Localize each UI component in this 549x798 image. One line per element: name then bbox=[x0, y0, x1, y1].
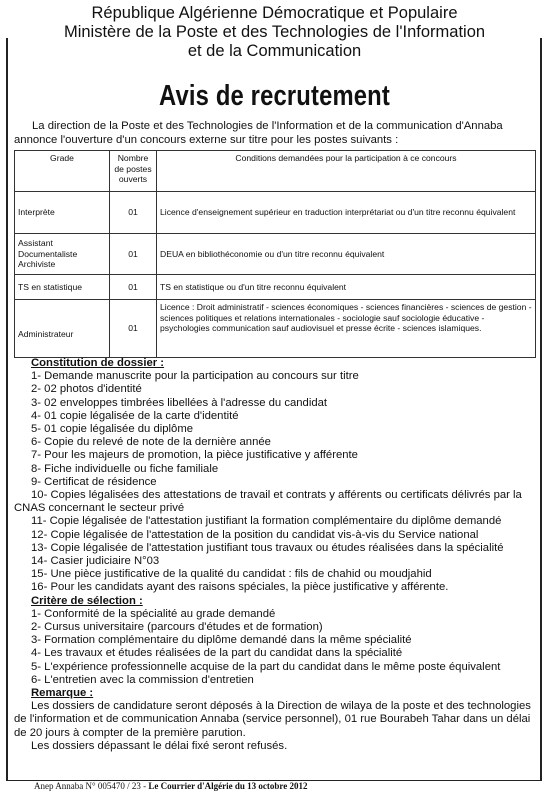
cell-grade: TS en statistique bbox=[15, 275, 110, 300]
list-item: 12- Copie légalisée de l'attestation de la position du candidat vis-à-vis du Service national bbox=[31, 528, 479, 541]
list-item: 4- Les travaux et études réalisées de la part du candidat dans la spécialité bbox=[31, 647, 403, 660]
list-item: 7- Pour les majeurs de promotion, la pièce justificative y afférente bbox=[31, 449, 358, 462]
footer-ref: Anep Annaba N° 005470 / 23 - bbox=[34, 781, 149, 791]
col-header-count: Nombre de postes ouverts bbox=[110, 151, 157, 192]
positions-table bbox=[14, 150, 536, 358]
col-header-conditions: Conditions demandées pour la participation à ce concours bbox=[157, 151, 536, 192]
table-row bbox=[15, 192, 536, 234]
table-header-row bbox=[15, 151, 536, 192]
remarque-paragraph: Les dossiers de candidature seront déposés à la Direction de wilaya de la poste et des technologies de l'information et de communication Annaba (service personnel), 01 rue Bourabeh Tahar dans un délai de 20 jours à compter de la première parution. bbox=[14, 700, 531, 739]
list-item: 4- 01 copie légalisée de la carte d'identité bbox=[31, 409, 239, 422]
footer-source: Le Courrier d'Algérie du 13 octobre 2012 bbox=[148, 781, 308, 791]
header-line-3: et de la Communication bbox=[187, 42, 362, 60]
list-item: 3- Formation complémentaire du diplôme demandé dans la même spécialité bbox=[31, 634, 412, 647]
header-line-1: République Algérienne Démocratique et Populaire bbox=[91, 4, 458, 22]
list-item: 14- Casier judiciaire N°03 bbox=[31, 555, 160, 568]
cell-grade: Administrateur bbox=[15, 300, 110, 358]
cell-count: 01 bbox=[110, 300, 157, 358]
list-item: 16- Pour les candidats ayant des raisons spéciales, la pièce justificative y afférente. bbox=[31, 581, 449, 594]
footer-credit bbox=[34, 781, 308, 792]
page-title: Avis de recrutement bbox=[159, 80, 390, 112]
cell-count: 01 bbox=[110, 275, 157, 300]
cell-conditions: TS en statistique ou d'un titre reconnu équivalent bbox=[157, 275, 536, 300]
table-row bbox=[15, 300, 536, 358]
ministry-header bbox=[0, 4, 549, 61]
list-item: 5- 01 copie légalisée du diplôme bbox=[31, 423, 194, 436]
list-item: 9- Certificat de résidence bbox=[31, 475, 157, 488]
remarque-closing: Les dossiers dépassant le délai fixé seront refusés. bbox=[31, 739, 288, 752]
list-item: 13- Copie légalisée de l'attestation justifiant tous travaux ou études réalisées dans la spécialité bbox=[31, 541, 504, 554]
list-item: 8- Fiche individuelle ou fiche familiale bbox=[31, 462, 219, 475]
list-item: 10- Copies légalisées des attestations de travail et contrats y afférents ou certificats délivrés par la CNAS concernant le secteur privé bbox=[14, 489, 522, 515]
table-row bbox=[15, 234, 536, 275]
list-item: 2- 02 photos d'identité bbox=[31, 383, 142, 396]
intro-paragraph bbox=[14, 119, 536, 147]
intro-line-2: annonce l'ouverture d'un concours externe sur titre pour les postes suivants : bbox=[14, 134, 399, 146]
dossier-heading: Constitution de dossier : bbox=[31, 357, 165, 369]
col-header-grade: Grade bbox=[15, 151, 110, 192]
list-item: 11- Copie légalisée de l'attestation justifiant la formation complémentaire du diplôme demandé bbox=[31, 515, 502, 528]
cell-grade: Interprète bbox=[15, 192, 110, 234]
intro-line-1: La direction de la Poste et des Technologies de l'Information et de la communication d'Annaba bbox=[32, 120, 503, 132]
list-item: 2- Cursus universitaire (parcours d'études et de formation) bbox=[31, 621, 323, 634]
header-line-2: Ministère de la Poste et des Technologies de l'Information bbox=[63, 23, 486, 41]
list-item: 3- 02 enveloppes timbrées libellées à l'adresse du candidat bbox=[31, 396, 328, 409]
document-sections bbox=[14, 357, 536, 753]
cell-count: 01 bbox=[110, 234, 157, 275]
cell-conditions: Licence d'enseignement supérieur en traduction interprétariat ou d'un titre reconnu équivalent bbox=[157, 192, 536, 234]
cell-count: 01 bbox=[110, 192, 157, 234]
list-item: 6- Copie du relevé de note de la dernière année bbox=[31, 436, 271, 449]
cell-conditions: DEUA en bibliothéconomie ou d'un titre reconnu équivalent bbox=[157, 234, 536, 275]
list-item: 1- Conformité de la spécialité au grade demandé bbox=[31, 607, 276, 620]
list-item: 1- Demande manuscrite pour la participation au concours sur titre bbox=[31, 370, 359, 383]
list-item: 6- L'entretien avec la commission d'entretien bbox=[31, 673, 254, 686]
list-item: 5- L'expérience professionnelle acquise de la part du candidat dans le même poste équivalent bbox=[31, 660, 501, 673]
cell-grade: Assistant Documentaliste Archiviste bbox=[15, 234, 110, 275]
selection-heading: Critère de sélection : bbox=[31, 594, 143, 607]
table-row bbox=[15, 275, 536, 300]
remarque-heading: Remarque : bbox=[31, 687, 94, 700]
cell-conditions: Licence : Droit administratif - sciences économiques - sciences financières - sciences de gestion - sciences politiques et relations internationales - sociologie sauf sociologie éducative - psychologies communication sauf audiovisuel et presse écrite - sciences islamiques. bbox=[157, 300, 536, 358]
list-item: 15- Une pièce justificative de la qualité du candidat : fils de chahid ou moudjahid bbox=[31, 568, 432, 581]
